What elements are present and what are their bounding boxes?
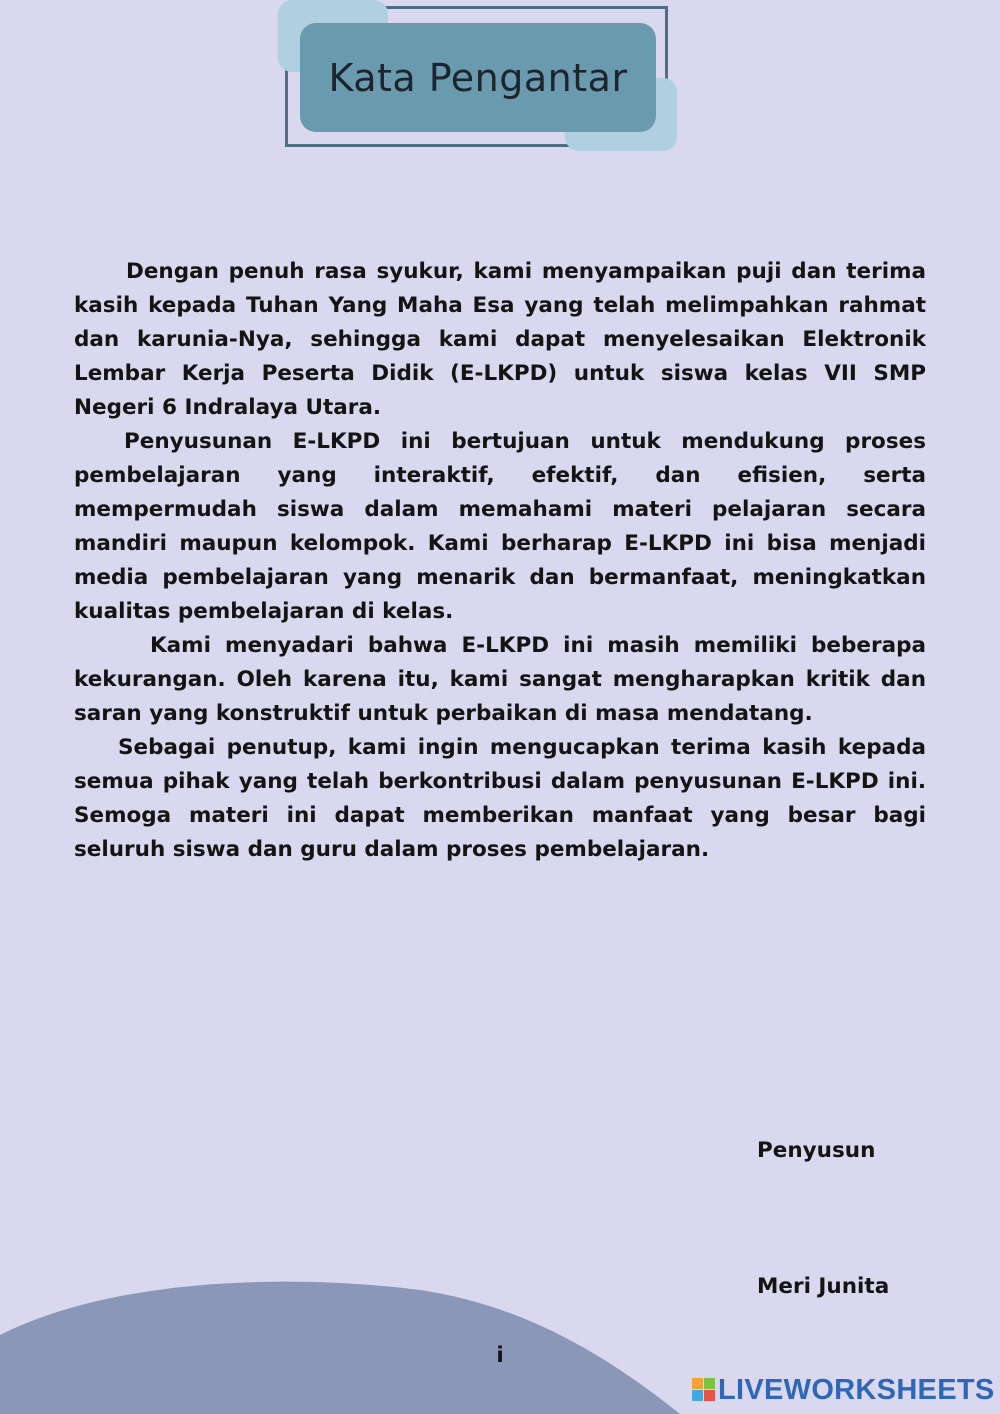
title-box [300,23,656,132]
paragraph-1: Dengan penuh rasa syukur, kami menyampaikan puji dan terima kasih kepada Tuhan Yang Maha Esa yang telah melimpahkan rahmat dan karunia-Nya, sehingga kami dapat menyelesaikan Elektronik Lembar Kerja Peserta Didik (E-LKPD) untuk siswa kelas VII SMP Negeri 6 Indralaya Utara. [74,259,926,420]
signature-role: Penyusun [757,1138,876,1163]
signature-name: Meri Junita [757,1274,890,1299]
page-number: i [496,1343,504,1368]
paragraph-2: Penyusunan E-LKPD ini bertujuan untuk mendukung proses pembelajaran yang interaktif, efektif, dan efisien, serta mempermudah siswa dalam memahami materi pelajaran secara mandiri maupun kelompok. Kami berharap E-LKPD ini bisa menjadi media pembelajaran yang menarik dan bermanfaat, meningkatkan kualitas pembelajaran di kelas. [74,429,926,624]
paragraph-3: Kami menyadari bahwa E-LKPD ini masih memiliki beberapa kekurangan. Oleh karena itu, kami sangat mengharapkan kritik dan saran yang konstruktif untuk perbaikan di masa mendatang. [74,633,926,726]
liveworksheets-logo-icon [692,1378,716,1402]
page-title: Kata Pengantar [328,55,628,100]
preface-body [74,255,926,867]
liveworksheets-watermark[interactable] [692,1374,995,1406]
watermark-text: LIVEWORKSHEETS [718,1373,995,1406]
title-decoration [270,0,690,160]
paragraph-4: Sebagai penutup, kami ingin mengucapkan terima kasih kepada semua pihak yang telah berkontribusi dalam penyusunan E-LKPD ini. Semoga materi ini dapat memberikan manfaat yang besar bagi seluruh siswa dan guru dalam proses pembelajaran. [74,735,926,862]
